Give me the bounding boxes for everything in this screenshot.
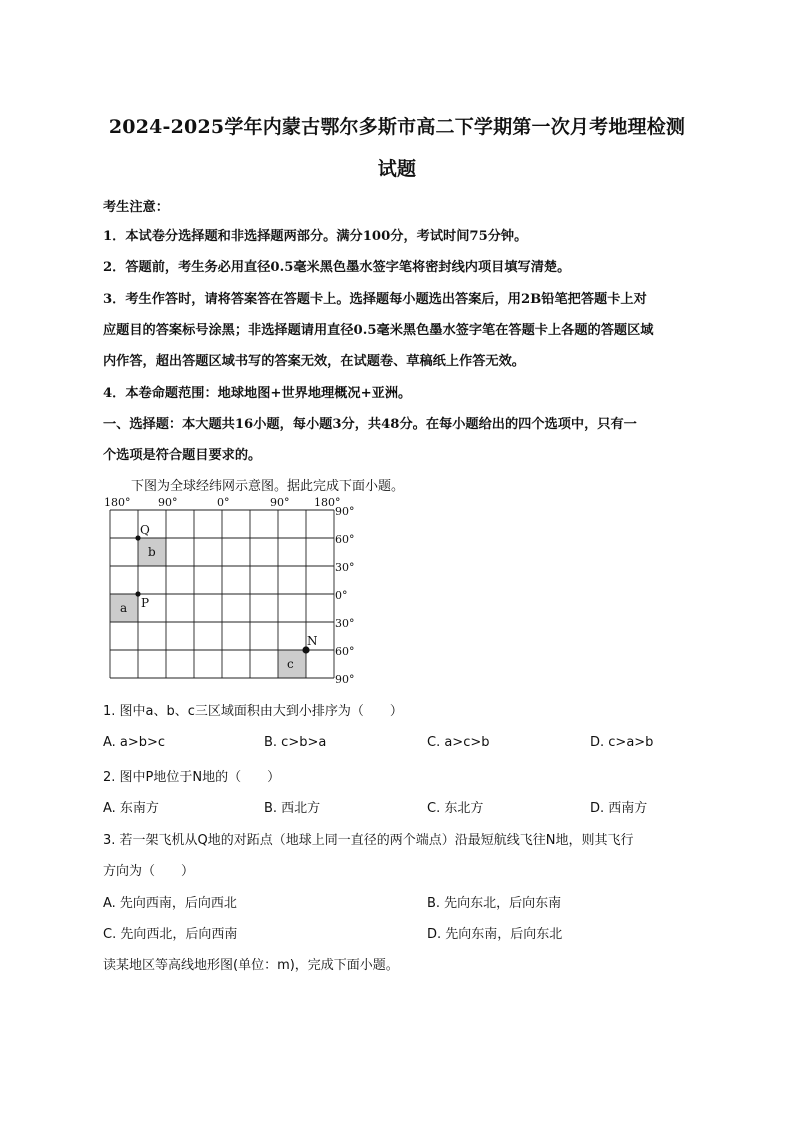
- section-heading-line1: 一、选择题：本大题共16小题，每小题3分，共48分。在每小题给出的四个选项中，只有一: [103, 417, 637, 432]
- page-title-line2: 试题: [377, 158, 417, 180]
- lat-label-0: 0°: [335, 589, 348, 602]
- q2-option-d: D. 西南方: [590, 801, 648, 816]
- q1-option-b: B. c>b>a: [264, 735, 327, 750]
- point-p-label: P: [141, 596, 150, 610]
- latitude-labels: [335, 505, 355, 685]
- page-title-line1: 2024-2025学年内蒙古鄂尔多斯市高二下学期第一次月考地理检测: [108, 116, 686, 138]
- q3-stem-line1: 3. 若一架飞机从Q地的对跖点（地球上同一直径的两个端点）沿最短航线飞往N地，则其飞行: [103, 833, 634, 848]
- lon-label-180e: 180°: [314, 496, 341, 509]
- notice-1: 1．本试卷分选择题和非选择题两部分。满分100分，考试时间75分钟。: [103, 229, 528, 244]
- longitude-labels: [104, 496, 341, 509]
- point-p-marker: [135, 591, 140, 596]
- notice-2: 2．答题前，考生务必用直径0.5毫米黑色墨水签字笔将密封线内项目填写清楚。: [103, 260, 571, 275]
- q3-option-a: A. 先向西南，后向西北: [103, 896, 237, 911]
- lat-label-90s: 90°: [335, 673, 355, 685]
- lon-label-90e: 90°: [270, 496, 290, 509]
- q3-option-d: D. 先向东南，后向东北: [427, 927, 563, 942]
- q2-option-b: B. 西北方: [264, 801, 321, 816]
- region-c-label: c: [287, 657, 294, 671]
- lon-label-180w: 180°: [104, 496, 131, 509]
- lat-label-30s: 30°: [335, 617, 355, 630]
- lat-label-60s: 60°: [335, 645, 355, 658]
- section-heading-line2: 个选项是符合题目要求的。: [103, 448, 262, 463]
- q1-option-c: C. a>c>b: [427, 735, 490, 750]
- q3-option-c: C. 先向西北，后向西南: [103, 927, 238, 942]
- lat-label-90n: 90°: [335, 505, 355, 518]
- q3-option-b: B. 先向东北，后向东南: [427, 896, 562, 911]
- notice-3-line2: 应题目的答案标号涂黑；非选择题请用直径0.5毫米黑色墨水签字笔在答题卡上各题的答题区域: [103, 323, 654, 338]
- lat-label-60n: 60°: [335, 533, 355, 546]
- q1-option-d: D. c>a>b: [590, 735, 654, 750]
- notice-heading: 考生注意：: [103, 200, 169, 215]
- point-q-label: Q: [140, 523, 150, 537]
- next-figure-intro: 读某地区等高线地形图(单位：m)，完成下面小题。: [103, 958, 399, 973]
- lat-label-30n: 30°: [335, 561, 355, 574]
- shaded-regions: [110, 538, 306, 678]
- figure-intro: 下图为全球经纬网示意图。据此完成下面小题。: [131, 479, 405, 494]
- q1-option-a: A. a>b>c: [103, 735, 166, 750]
- q2-option-a: A. 东南方: [103, 801, 159, 816]
- notice-3-line1: 3．考生作答时，请将答案答在答题卡上。选择题每小题选出答案后，用2B铅笔把答题卡上对: [103, 292, 647, 307]
- point-n-label: N: [307, 634, 318, 648]
- region-b-label: b: [148, 545, 156, 559]
- q1-stem: 1. 图中a、b、c三区域面积由大到小排序为（ ）: [103, 704, 403, 719]
- lon-label-0: 0°: [217, 496, 230, 509]
- q3-stem-line2: 方向为（ ）: [103, 864, 195, 879]
- lon-label-90w: 90°: [158, 496, 178, 509]
- notice-4: 4．本卷命题范围：地球地图+世界地理概况+亚洲。: [103, 386, 412, 401]
- region-a-label: a: [120, 601, 128, 615]
- q2-option-c: C. 东北方: [427, 801, 484, 816]
- q2-stem: 2. 图中P地位于N地的（ ）: [103, 770, 281, 785]
- graticule-figure: [100, 495, 360, 685]
- notice-3-line3: 内作答，超出答题区域书写的答案无效，在试题卷、草稿纸上作答无效。: [103, 354, 525, 369]
